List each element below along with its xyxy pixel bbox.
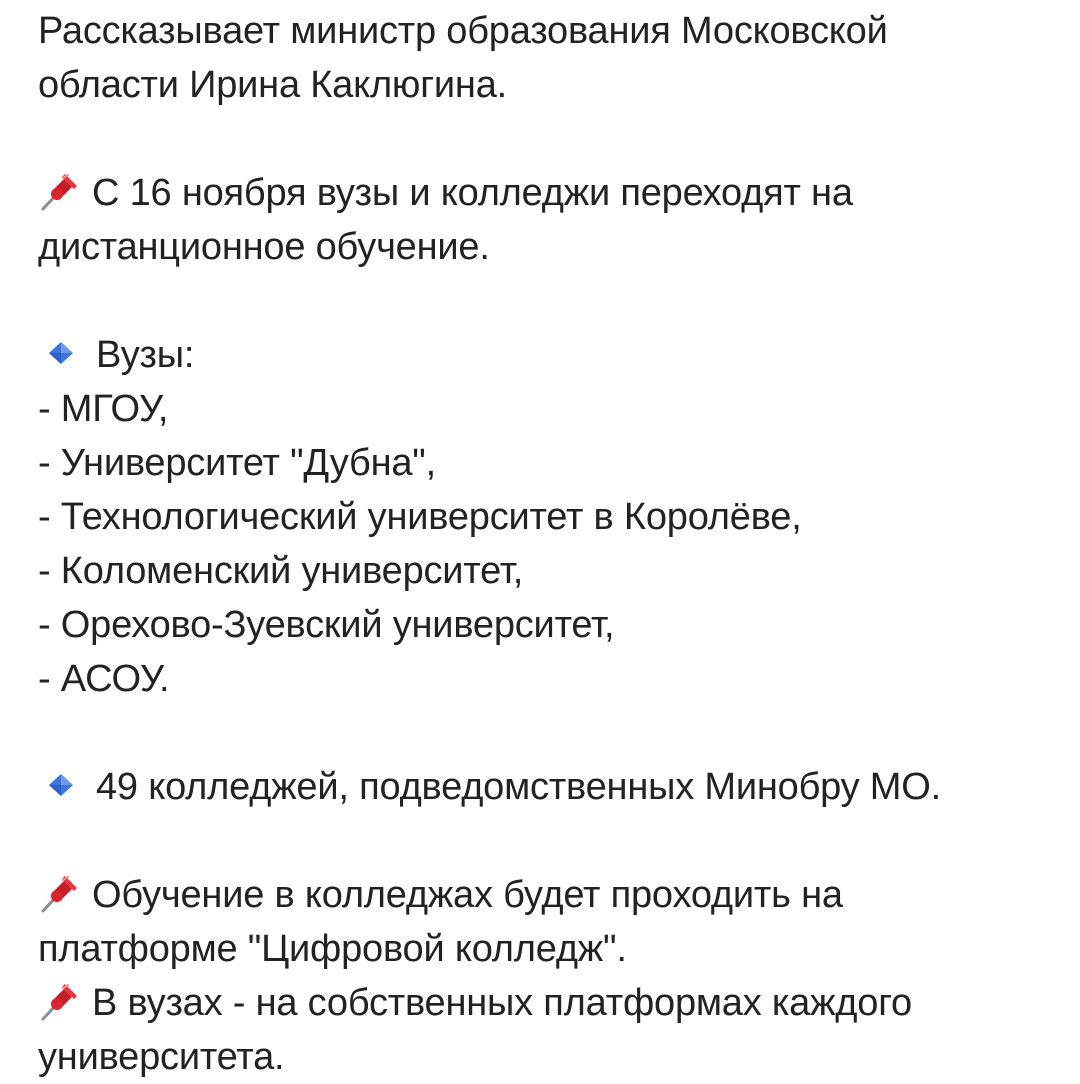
pushpin-icon — [38, 979, 82, 1023]
point-line — [38, 166, 1048, 220]
paragraph-gap — [38, 814, 1048, 868]
pushpin-icon — [38, 871, 82, 915]
colleges-line — [38, 760, 1048, 814]
colleges-text: 49 колледжей, подведомственных Минобру МО. — [96, 766, 941, 808]
university-item: - Коломенский университет, — [38, 550, 524, 592]
pushpin-icon — [38, 169, 82, 213]
point-text: С 16 ноября вузы и колледжи переходят на — [92, 172, 853, 214]
intro-line: области Ирина Каклюгина. — [38, 64, 507, 106]
paragraph-gap — [38, 706, 1048, 760]
universities-heading-line — [38, 328, 1048, 382]
point-line: университета. — [38, 1036, 285, 1078]
university-item: - Орехово-Зуевский университет, — [38, 604, 615, 646]
paragraph-gap — [38, 112, 1048, 166]
point-line: платформе "Цифровой колледж". — [38, 928, 627, 970]
university-item: - Университет "Дубна", — [38, 442, 436, 484]
post-text — [38, 4, 1048, 1084]
universities-heading: Вузы: — [96, 334, 195, 376]
blue-diamond-icon — [46, 338, 76, 368]
point-line: дистанционное обучение. — [38, 226, 490, 268]
paragraph-gap — [38, 274, 1048, 328]
point-text: Обучение в колледжах будет проходить на — [92, 874, 843, 916]
intro-line: Рассказывает министр образования Московской — [38, 10, 888, 52]
point-line — [38, 868, 1048, 922]
blue-diamond-icon — [46, 770, 76, 800]
point-line — [38, 976, 1048, 1030]
point-text: В вузах - на собственных платформах каждого — [92, 982, 912, 1024]
university-item: - МГОУ, — [38, 388, 169, 430]
university-item: - АСОУ. — [38, 658, 170, 700]
university-item: - Технологический университет в Королёве, — [38, 496, 802, 538]
